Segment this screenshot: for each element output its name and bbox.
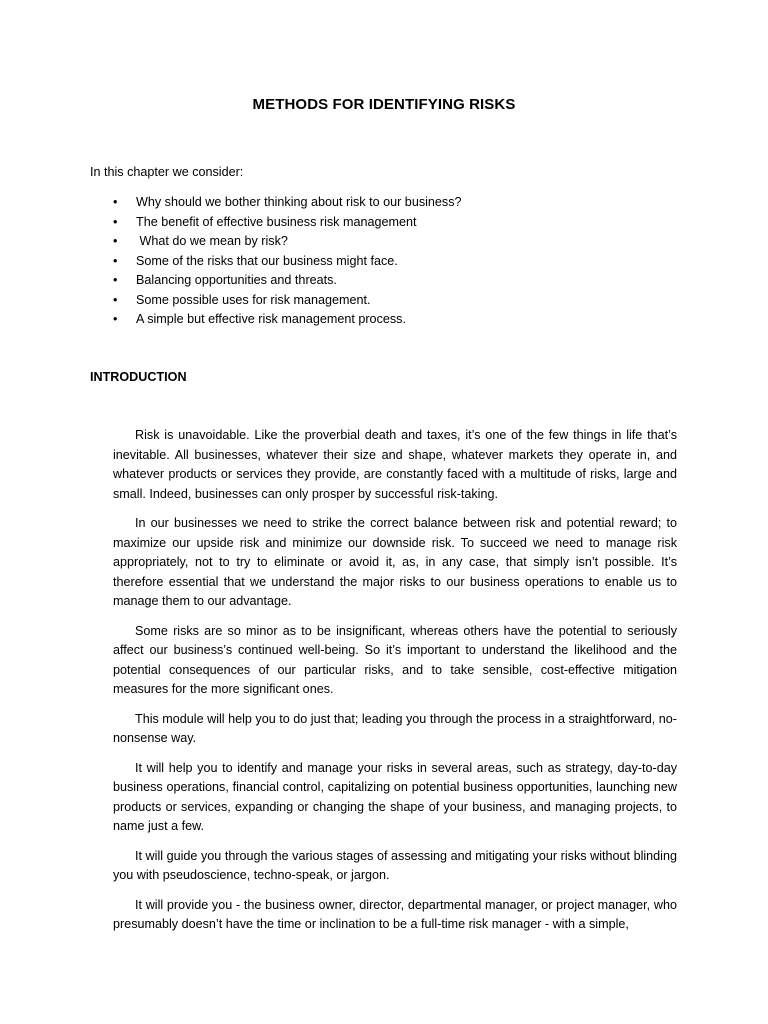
bullet-text: Balancing opportunities and threats. <box>136 273 337 287</box>
body-paragraph: Risk is unavoidable. Like the proverbial death and taxes, it’s one of the few things in life that’s inevitable. All businesses, whatever their size and shape, whatever markets they operate in, and whatever products or services they provide, are constantly faced with a multitude of risks, large and small. Indeed, businesses can only prosper by successful risk-taking. <box>113 428 677 501</box>
introduction-body <box>113 426 677 945</box>
chapter-intro-line: In this chapter we consider: <box>90 165 244 179</box>
bullet-icon: • <box>113 195 118 209</box>
topic-bullet-list <box>113 193 462 330</box>
bullet-text: The benefit of effective business risk management <box>136 214 417 229</box>
body-paragraph: It will help you to identify and manage your risks in several areas, such as strategy, day-to-day business operations, financial control, capitalizing on potential business opportunities, launching new products or services, expanding or changing the shape of your business, and managing projects, to name just a few. <box>113 760 677 833</box>
body-paragraph: It will provide you - the business owner, director, departmental manager, or project manager, who presumably doesn’t have the time or inclination to be a full-time risk manager - with a simple, <box>113 897 677 931</box>
bullet-icon: • <box>113 312 118 326</box>
bullet-text: Some of the risks that our business might face. <box>136 253 398 268</box>
bullet-item <box>113 232 462 252</box>
bullet-item <box>113 310 462 330</box>
bullet-item <box>113 252 462 272</box>
bullet-text: Some possible uses for risk management. <box>136 292 371 307</box>
page-title: METHODS FOR IDENTIFYING RISKS <box>252 96 516 113</box>
body-paragraph: In our businesses we need to strike the correct balance between risk and potential reward; to maximize our upside risk and minimize our downside risk. To succeed we need to manage risk appropriately, not to try to eliminate or avoid it, as, in any case, that simply isn’t possible. It’s therefore essential that we understand the major risks to our business operations to enable us to manage them to our advantage. <box>113 516 677 608</box>
section-heading-introduction: INTRODUCTION <box>90 370 187 384</box>
bullet-icon: • <box>113 234 118 248</box>
bullet-item <box>113 193 462 213</box>
bullet-text: What do we mean by risk? <box>136 234 288 248</box>
body-paragraph: This module will help you to do just that; leading you through the process in a straightforward, no-nonsense way. <box>113 711 677 745</box>
bullet-icon: • <box>113 253 118 268</box>
bullet-icon: • <box>113 273 118 287</box>
bullet-icon: • <box>113 214 118 229</box>
bullet-item <box>113 213 462 233</box>
body-paragraph: It will guide you through the various stages of assessing and mitigating your risks without blinding you with pseudoscience, techno-speak, or jargon. <box>113 848 677 882</box>
bullet-item <box>113 271 462 291</box>
bullet-item <box>113 291 462 311</box>
bullet-icon: • <box>113 292 118 307</box>
bullet-text: Why should we bother thinking about risk to our business? <box>136 195 462 209</box>
body-paragraph: Some risks are so minor as to be insignificant, whereas others have the potential to seriously affect our business’s continued well-being. So it’s important to understand the likelihood and the potential consequences of our particular risks, and to take sensible, cost-effective mitigation measures for the more significant ones. <box>113 623 677 696</box>
bullet-text: A simple but effective risk management process. <box>136 312 406 326</box>
